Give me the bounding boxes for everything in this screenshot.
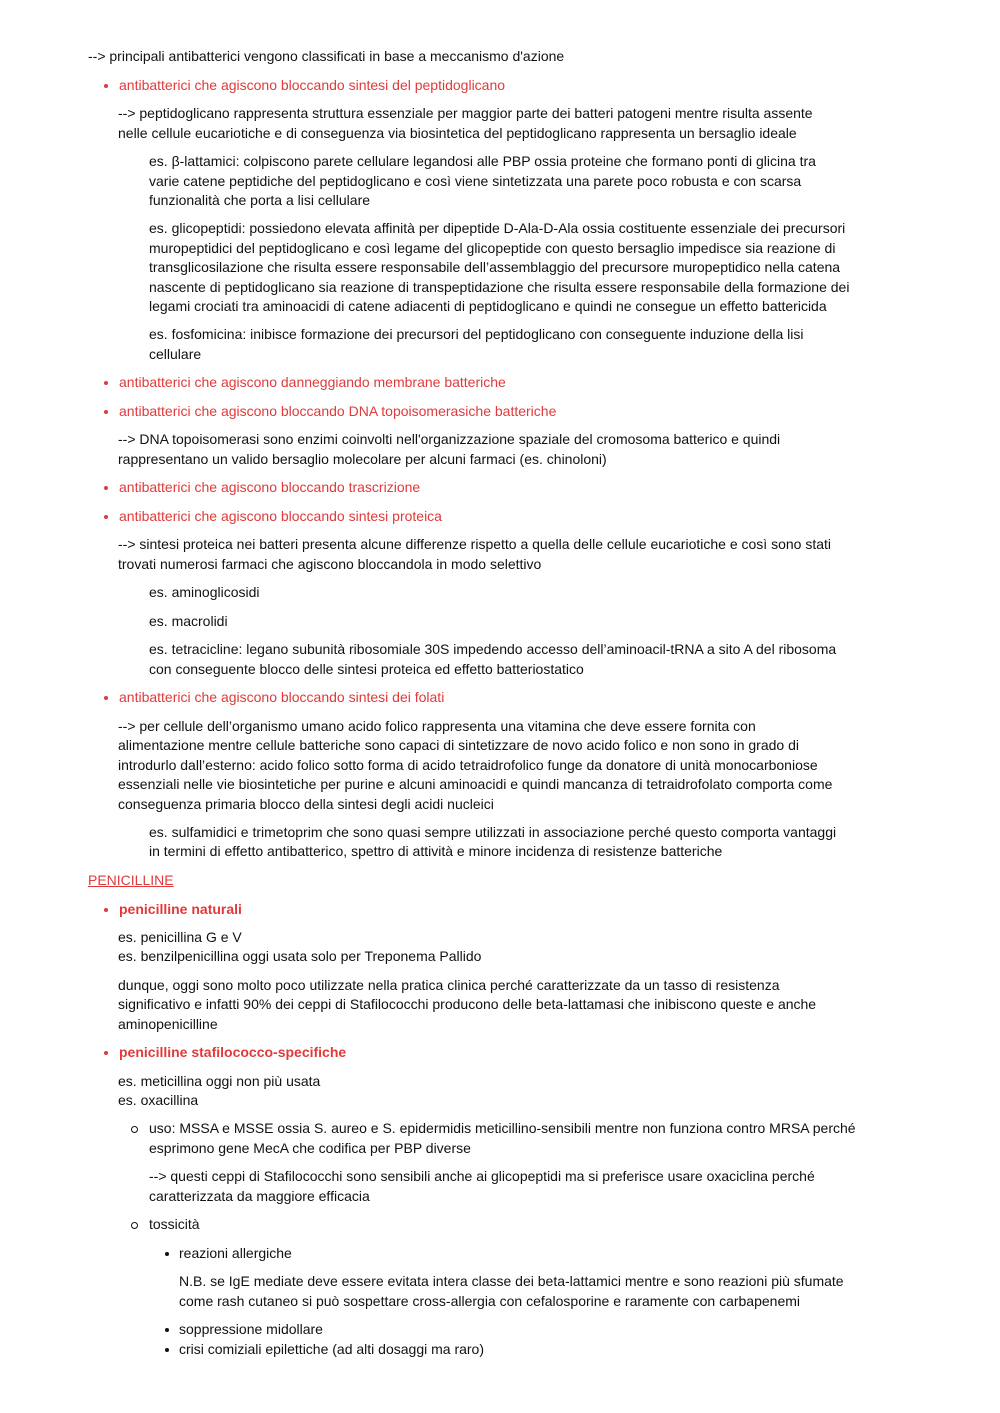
example-line: es. aminoglicosidi: [149, 584, 260, 600]
section-title-peptidoglicano: antibatterici che agiscono bloccando sintesi del peptidoglicano: [119, 77, 506, 93]
section-title-proteica: antibatterici che agiscono bloccando sintesi proteica: [119, 508, 442, 524]
section-title-folati: antibatterici che agiscono bloccando sintesi dei folati: [119, 689, 445, 705]
section-title-dna: antibatterici che agiscono bloccando DNA topoisomerasiche batteriche: [119, 403, 557, 419]
example-line: muropeptidici del peptidoglicano e così legame del glicopeptide con questo bersaglio impedisce sia reazione di: [149, 240, 836, 256]
text-line: N.B. se IgE mediate deve essere evitata intera classe dei beta-lattamici mentre e sono reazioni più sfumate: [179, 1273, 844, 1289]
text-line: es. benzilpenicillina oggi usata solo per Treponema Pallido: [118, 948, 482, 964]
intro-line: --> principali antibatterici vengono classificati in base a meccanismo d'azione: [88, 48, 565, 64]
subsection-title-naturali: penicilline naturali: [119, 901, 242, 917]
text-line: alimentazione mentre cellule batteriche sono capaci di sintetizzare de novo acido folico e non sono in grado di: [118, 737, 799, 753]
bullet-red: [104, 410, 108, 414]
text-line: significativo e infatti 90% dei ceppi di Stafilococchi producono delle beta-lattamasi che inibiscono queste e anche: [118, 996, 817, 1012]
bullet-black: [165, 1348, 169, 1352]
subsection-title-stafilo: penicilline stafilococco-specifiche: [119, 1044, 347, 1060]
bullet-red: [104, 381, 108, 385]
example-line: es. fosfomicina: inibisce formazione dei precursori del peptidoglicano con conseguente induzione della lisi: [149, 326, 804, 342]
bullet-black: [165, 1252, 169, 1256]
bullet-red: [104, 696, 108, 700]
section-title-trascrizione: antibatterici che agiscono bloccando trascrizione: [119, 479, 421, 495]
bullet-red: [104, 486, 108, 490]
example-line: varie catene peptidiche del peptidoglicano e così viene sintetizzata una parete poco robusta e con scarsa: [149, 173, 802, 189]
example-line: transglicosilazione che risulta essere responsabile dell’assemblaggio del precursore muropeptidico nella catena: [149, 259, 841, 275]
bullet-red: [104, 908, 108, 912]
bullet-red: [104, 84, 108, 88]
example-line: es. sulfamidici e trimetoprim che sono quasi sempre utilizzati in associazione perché questo comporta vantaggi: [149, 824, 837, 840]
text-line: dunque, oggi sono molto poco utilizzate nella pratica clinica perché caratterizzate da un tasso di resistenza: [118, 977, 780, 993]
example-line: es. macrolidi: [149, 613, 228, 629]
text-line: uso: MSSA e MSSE ossia S. aureo e S. epidermidis meticillino-sensibili mentre non funziona contro MRSA perché: [149, 1120, 856, 1136]
bullet-red: [104, 515, 108, 519]
text-line: es. oxacillina: [118, 1092, 199, 1108]
text-line: --> per cellule dell’organismo umano acido folico rappresenta una vitamina che deve essere fornita con: [118, 718, 756, 734]
text-line: tossicità: [149, 1216, 200, 1232]
example-line: con conseguente blocco delle sintesi proteica ed effetto batteriostatico: [149, 661, 584, 677]
text-line: introdurlo dall’esterno: acido folico sotto forma di acido tetraidrofolico funge da donatore di unità monocarboniose: [118, 757, 818, 773]
bullet-hollow: [131, 1126, 138, 1133]
text-line: --> peptidoglicano rappresenta struttura essenziale per maggior parte dei batteri patogeni mentre risulta assente: [118, 105, 813, 121]
text-line: essenziali nelle vie biosintetiche per purine e alcuni aminoacidi e quindi mancanza di tetraidrofolato comporta come: [118, 776, 833, 792]
text-line: conseguenza primaria blocco della sintesi degli acidi nucleici: [118, 796, 494, 812]
bullet-black: [165, 1328, 169, 1332]
text-line: aminopenicilline: [118, 1016, 218, 1032]
bullet-hollow: [131, 1222, 138, 1229]
text-line: come rash cutaneo si può sospettare cross-allergia con cefalosporine e raramente con carbapenemi: [179, 1293, 801, 1309]
example-line: es. tetracicline: legano subunità ribosomiale 30S impedendo accesso dell’aminoacil-tRNA a sito A del ribosoma: [149, 641, 837, 657]
text-line: --> questi ceppi di Stafilococchi sono sensibili anche ai glicopeptidi ma si preferisce usare oxaciclina perché: [149, 1168, 815, 1184]
text-line: nelle cellule eucariotiche e di conseguenza via biosintetica del peptidoglicano rappresenta un bersaglio ideale: [118, 125, 797, 141]
text-line: caratterizzata da maggiore efficacia: [149, 1188, 370, 1204]
example-line: es. β-lattamici: colpiscono parete cellulare legandosi alle PBP ossia proteine che formano ponti di glicina tra: [149, 153, 816, 169]
example-line: cellulare: [149, 346, 202, 362]
text-line: es. meticillina oggi non più usata: [118, 1073, 321, 1089]
text-line: reazioni allergiche: [179, 1245, 292, 1261]
text-line: soppressione midollare: [179, 1321, 323, 1337]
text-line: --> DNA topoisomerasi sono enzimi coinvolti nell'organizzazione spaziale del cromosoma batterico e quindi: [118, 431, 781, 447]
bullet-red: [104, 1051, 108, 1055]
text-line: --> sintesi proteica nei batteri presenta alcune differenze rispetto a quella delle cellule eucariotiche e così sono stati: [118, 536, 831, 552]
heading-penicilline: PENICILLINE: [88, 872, 174, 888]
example-line: nascente di peptidoglicano sia reazione di transpeptidazione che risulta essere responsabile della formazione dei: [149, 279, 850, 295]
text-line: crisi comiziali epilettiche (ad alti dosaggi ma raro): [179, 1341, 485, 1357]
example-line: funzionalità che porta a lisi cellulare: [149, 192, 371, 208]
example-line: in termini di effetto antibatterico, spettro di attività e minore incidenza di resistenze batteriche: [149, 843, 723, 859]
text-line: es. penicillina G e V: [118, 929, 242, 945]
section-title-membrane: antibatterici che agiscono danneggiando membrane batteriche: [119, 374, 506, 390]
text-line: rappresentano un valido bersaglio molecolare per alcuni farmaci (es. chinoloni): [118, 451, 607, 467]
example-line: es. glicopeptidi: possiedono elevata affinità per dipeptide D-Ala-D-Ala ossia costituente essenziale dei precursori: [149, 220, 846, 236]
text-line: esprimono gene MecA che codifica per PBP diverse: [149, 1140, 471, 1156]
example-line: legami crociati tra aminoacidi di catene adiacenti di peptidoglicano e quindi ne consegue un effetto battericida: [149, 298, 827, 314]
text-line: trovati numerosi farmaci che agiscono bloccandola in modo selettivo: [118, 556, 542, 572]
